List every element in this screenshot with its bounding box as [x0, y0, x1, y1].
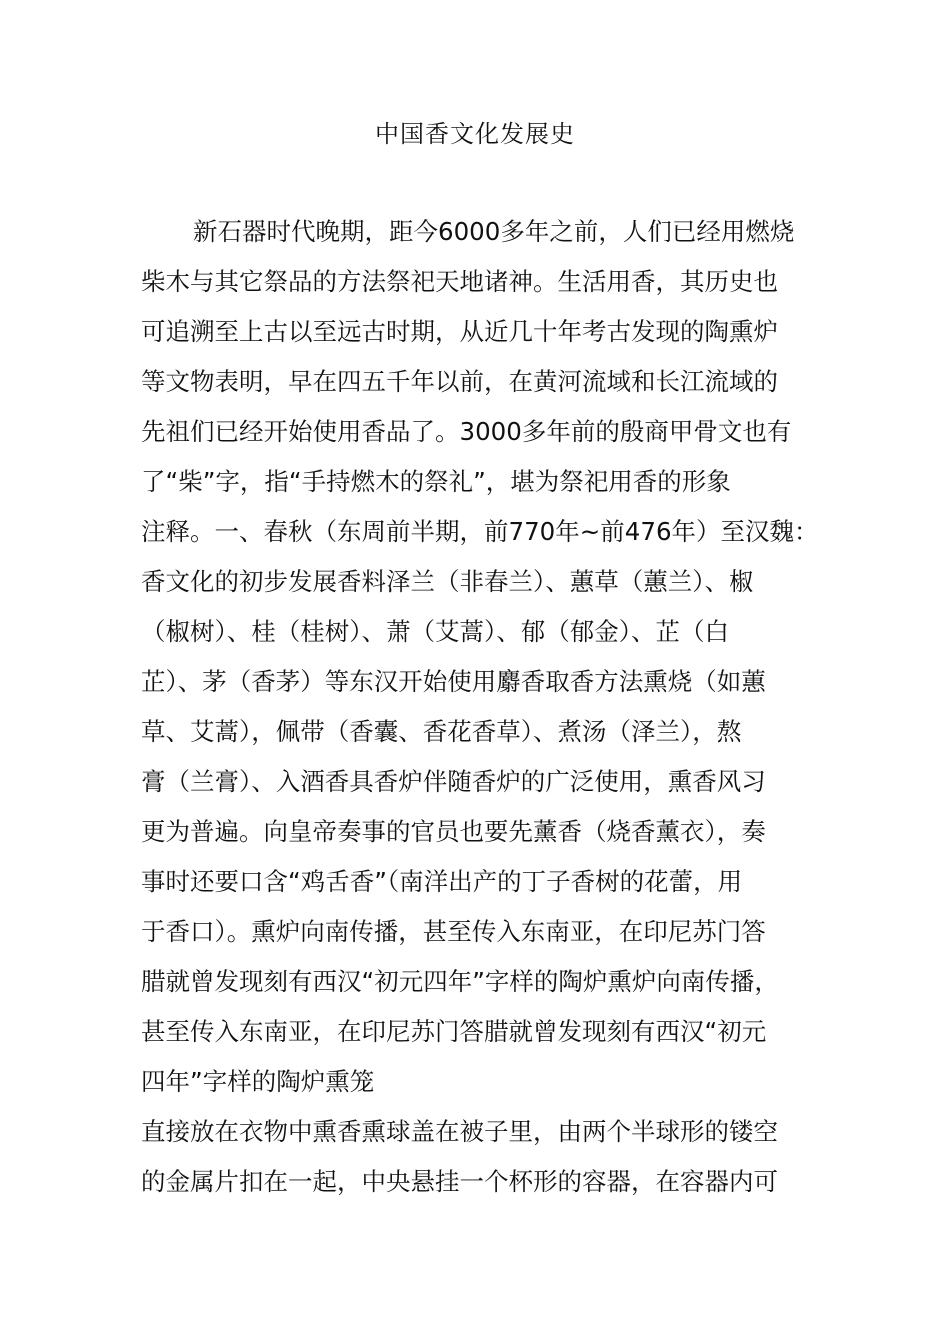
text-line: 新石器时代晚期，距今6000多年之前，人们已经用燃烧 — [193, 217, 795, 246]
text-line: 更为普遍。向皇帝奏事的官员也要先薰香（烧香薰衣），奏 — [141, 817, 766, 846]
text-line: 先祖们已经开始使用香品了。3000多年前的殷商甲骨文也有 — [141, 417, 792, 446]
text-line: 甚至传入东南亚，在印尼苏门答腊就曾发现刻有西汉“初元 — [141, 1017, 767, 1046]
text-line: （椒树）、桂（桂树）、萧（艾蒿）、郁（郁金）、芷（白 — [141, 617, 729, 646]
text-line: 可追溯至上古以至远古时期，从近几十年考古发现的陶熏炉 — [141, 317, 778, 346]
text-line: 事时还要口含“鸡舌香”（南洋出产的丁子香树的花蕾，用 — [141, 867, 743, 896]
text-line: 草、艾蒿），佩带（香囊、香花香草）、煮汤（泽兰），熬 — [141, 717, 742, 746]
text-line: 了“柴”字，指“手持燃木的祭礼”，堪为祭祀用香的形象 — [141, 467, 731, 496]
text-line: 的金属片扣在一起，中央悬挂一个杯形的容器，在容器内可 — [141, 1167, 778, 1196]
text-line: 等文物表明，早在四五千年以前，在黄河流域和长江流域的 — [141, 367, 778, 396]
text-line: 直接放在衣物中熏香熏球盖在被子里，由两个半球形的镂空 — [141, 1117, 778, 1146]
document-title: 中国香文化发展史 — [375, 120, 575, 148]
text-line: 四年”字样的陶炉熏笼 — [141, 1067, 375, 1096]
text-line: 腊就曾发现刻有西汉“初元四年”字样的陶炉熏炉向南传播， — [141, 967, 779, 996]
text-line: 于香口）。熏炉向南传播，甚至传入东南亚，在印尼苏门答 — [141, 917, 766, 946]
text-line: 芷）、茅（香茅）等东汉开始使用麝香取香方法熏烧（如蕙 — [141, 667, 766, 696]
text-line: 柴木与其它祭品的方法祭祀天地诸神。生活用香，其历史也 — [141, 267, 778, 296]
text-line: 注释。一、春秋（东周前半期，前770年~前476年）至汉魏： — [141, 517, 819, 546]
document-body — [141, 207, 841, 1207]
text-line: 膏（兰膏）、入酒香具香炉伴随香炉的广泛使用，熏香风习 — [141, 767, 766, 796]
text-line: 香文化的初步发展香料泽兰（非春兰）、蕙草（蕙兰）、椒 — [141, 567, 754, 596]
